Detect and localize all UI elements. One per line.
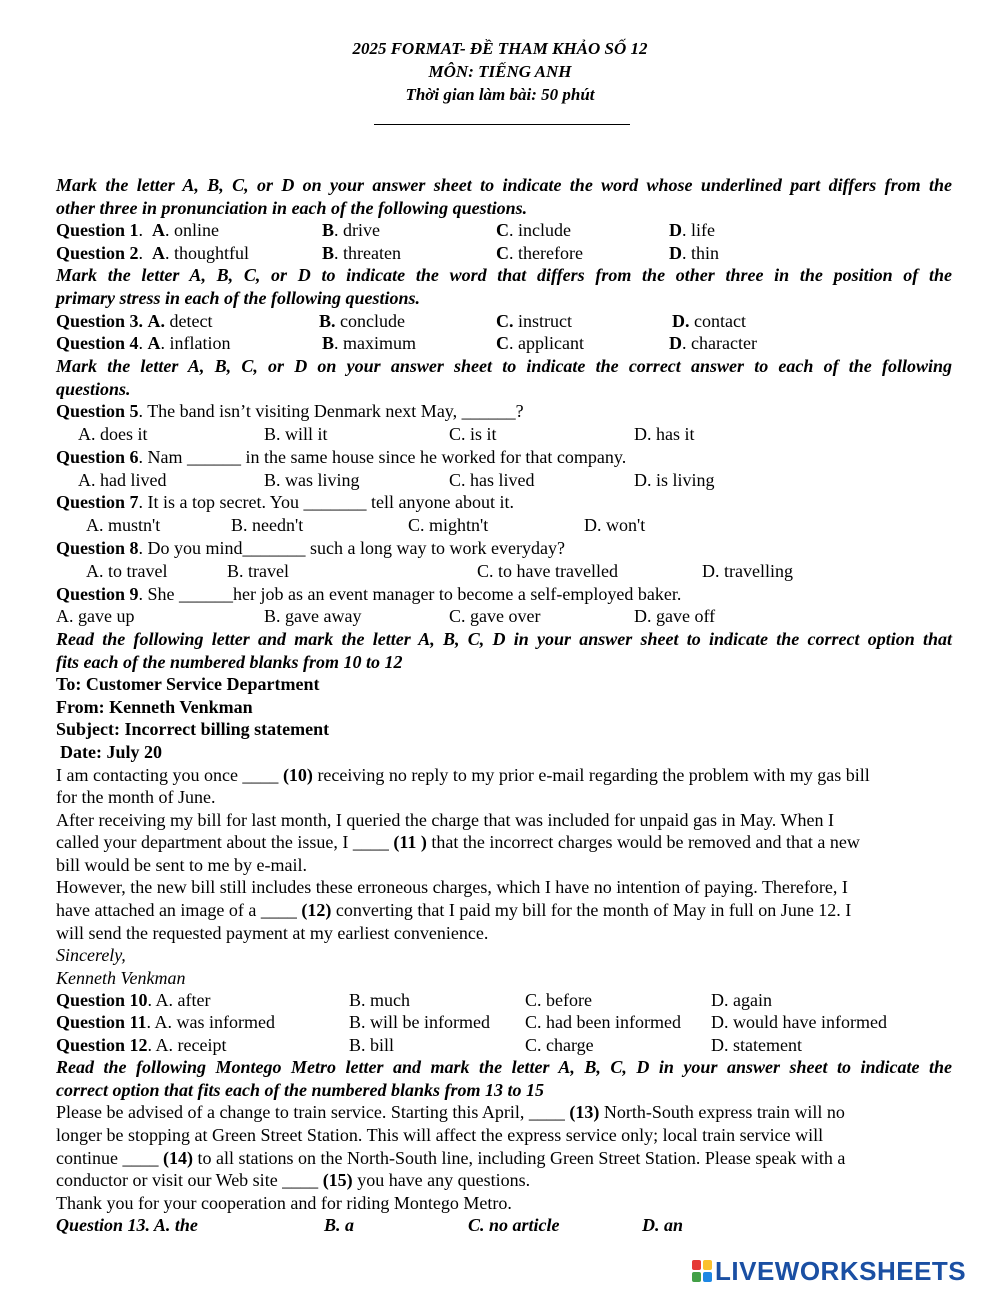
question-6-text: . Nam ______ in the same house since he worked for that company. bbox=[138, 447, 627, 467]
q4-option-b: maximum bbox=[343, 333, 417, 353]
section2-instruction-line2: primary stress in each of the following questions. bbox=[56, 288, 421, 308]
q1-option-c-wrap[interactable]: C. include bbox=[496, 220, 571, 240]
q9-option-d[interactable]: D. gave off bbox=[634, 606, 716, 626]
q5-option-a[interactable]: A. does it bbox=[78, 424, 148, 444]
q2-option-b: threaten bbox=[343, 243, 401, 263]
q2-option-c-wrap[interactable]: C. therefore bbox=[496, 243, 583, 263]
q5-option-d[interactable]: D. has it bbox=[634, 424, 695, 444]
blank-13-marker: (13) bbox=[569, 1102, 600, 1122]
letter-p3-line2: have attached an image of a ____ (12) converting that I paid my bill for the month of May in full on June 12. I bbox=[56, 900, 852, 920]
q9-option-c[interactable]: C. gave over bbox=[449, 606, 541, 626]
question-7-text: . It is a top secret. You _______ tell anyone about it. bbox=[138, 492, 514, 512]
question-10 bbox=[56, 989, 211, 1011]
blank-12-marker: (12) bbox=[301, 900, 332, 920]
q6-option-c[interactable]: C. has lived bbox=[449, 470, 535, 490]
q13-option-b[interactable]: B. a bbox=[324, 1215, 355, 1235]
q12-option-a[interactable]: . A. receipt bbox=[147, 1035, 227, 1055]
q4-option-c-wrap[interactable]: C. applicant bbox=[496, 333, 584, 353]
q3-option-d: contact bbox=[694, 311, 746, 331]
question-2: Question 2. A. thoughtful bbox=[56, 243, 250, 263]
blank-14-marker: (14) bbox=[162, 1148, 193, 1168]
question-6 bbox=[56, 446, 626, 468]
letter-signature: Kenneth Venkman bbox=[56, 968, 186, 988]
q2-option-d-wrap[interactable]: D. thin bbox=[669, 243, 720, 263]
q10-option-d[interactable]: D. again bbox=[711, 990, 772, 1010]
logo-square-blue bbox=[703, 1272, 712, 1282]
question-6-label: Question 6 bbox=[56, 447, 139, 467]
question-9-label: Question 9 bbox=[56, 584, 139, 604]
section2-instruction-line1: Mark the letter A, B, C, or D to indicate the word that differs from the other three in the position of the bbox=[56, 265, 952, 285]
metro-line2: longer be stopping at Green Street Station. This will affect the express service only; local train service will bbox=[56, 1125, 824, 1145]
exam-duration: Thời gian làm bài: 50 phút bbox=[405, 85, 595, 104]
q6-option-a[interactable]: A. had lived bbox=[78, 470, 167, 490]
question-7-label: Question 7 bbox=[56, 492, 139, 512]
question-4-label: Question 4 bbox=[56, 333, 139, 353]
q1-option-b-wrap[interactable]: B. drive bbox=[322, 220, 380, 240]
letter-p3-line3: will send the requested payment at my earliest convenience. bbox=[56, 923, 489, 943]
q4-option-a[interactable]: inflation bbox=[169, 333, 231, 353]
letter-p2-line3: bill would be sent to me by e-mail. bbox=[56, 855, 307, 875]
letter-p1-line1: I am contacting you once ____ (10) receiving no reply to my prior e-mail regarding the problem with my gas bill bbox=[56, 765, 870, 785]
section1-instruction-line1: Mark the letter A, B, C, or D on your answer sheet to indicate the word whose underlined part differs from the bbox=[56, 175, 952, 195]
q11-option-b[interactable]: B. will be informed bbox=[349, 1012, 490, 1032]
question-1: Question 1. A. online bbox=[56, 220, 220, 240]
q6-option-d[interactable]: D. is living bbox=[634, 470, 715, 490]
letter-from: From: Kenneth Venkman bbox=[56, 697, 253, 717]
q3-option-b-wrap[interactable]: B. conclude bbox=[319, 311, 405, 331]
exam-title: 2025 FORMAT- ĐỀ THAM KHẢO SỐ 12 bbox=[352, 39, 648, 58]
q9-option-b[interactable]: B. gave away bbox=[264, 606, 362, 626]
q1-option-d-wrap[interactable]: D. life bbox=[669, 220, 715, 240]
question-8-text: . Do you mind_______ such a long way to work everyday? bbox=[138, 538, 565, 558]
q3-option-b: conclude bbox=[340, 311, 405, 331]
q6-option-b[interactable]: B. was living bbox=[264, 470, 360, 490]
q12-option-d[interactable]: D. statement bbox=[711, 1035, 802, 1055]
q13-option-c[interactable]: C. no article bbox=[468, 1215, 560, 1235]
q8-option-d[interactable]: D. travelling bbox=[702, 561, 793, 581]
section1-instruction-line2: other three in pronunciation in each of the following questions. bbox=[56, 198, 528, 218]
q9-option-a[interactable]: A. gave up bbox=[56, 606, 135, 626]
question-11 bbox=[56, 1011, 275, 1033]
q4-option-d: character bbox=[691, 333, 757, 353]
question-8 bbox=[56, 537, 565, 559]
q11-option-d[interactable]: D. would have informed bbox=[711, 1012, 887, 1032]
question-3: Question 3. A. detect bbox=[56, 311, 213, 331]
q8-option-c[interactable]: C. to have travelled bbox=[477, 561, 618, 581]
q1-option-b: drive bbox=[343, 220, 380, 240]
q13-option-a[interactable]: Question 13. A. the bbox=[56, 1215, 198, 1235]
letter-closing: Sincerely, bbox=[56, 945, 126, 965]
section5-instruction-line2: correct option that fits each of the numbered blanks from 13 to 15 bbox=[56, 1080, 545, 1100]
logo-square-green bbox=[692, 1272, 701, 1282]
q7-option-d[interactable]: D. won't bbox=[584, 515, 646, 535]
question-4: Question 4. A. inflation bbox=[56, 333, 231, 353]
q10-option-c[interactable]: C. before bbox=[525, 990, 592, 1010]
q8-option-a[interactable]: A. to travel bbox=[86, 561, 168, 581]
q5-option-c[interactable]: C. is it bbox=[449, 424, 497, 444]
question-8-label: Question 8 bbox=[56, 538, 139, 558]
q2-option-b-wrap[interactable]: B. threaten bbox=[322, 243, 401, 263]
section5-instruction-line1: Read the following Montego Metro letter and mark the letter A, B, C, D in your answer sheet to indicate the bbox=[56, 1057, 952, 1077]
question-12 bbox=[56, 1034, 227, 1056]
q1-option-a[interactable]: online bbox=[174, 220, 220, 240]
letter-p2-line2: called your department about the issue, I ____ (11 ) that the incorrect charges would be removed and that a new bbox=[56, 832, 860, 852]
question-13 bbox=[56, 1214, 198, 1236]
q12-option-b[interactable]: B. bill bbox=[349, 1035, 395, 1055]
section4-instruction-line1: Read the following letter and mark the letter A, B, C, D in your answer sheet to indicate the correct option that bbox=[56, 629, 952, 649]
question-5-label: Question 5 bbox=[56, 401, 139, 421]
question-12-label: Question 12 bbox=[56, 1035, 148, 1055]
section3-instruction-line1: Mark the letter A, B, C, or D on your answer sheet to indicate the correct answer to each of the following bbox=[56, 356, 952, 376]
liveworksheets-logo-text: LIVEWORKSHEETS bbox=[715, 1255, 967, 1286]
metro-line3: continue ____ (14) to all stations on the North-South line, including Green Street Station. Please speak with a bbox=[56, 1148, 846, 1168]
q7-option-b[interactable]: B. needn't bbox=[231, 515, 304, 535]
q1-option-c: include bbox=[518, 220, 571, 240]
q1-option-d: life bbox=[691, 220, 715, 240]
q2-option-d: thin bbox=[691, 243, 720, 263]
q8-option-b[interactable]: B. travel bbox=[227, 561, 289, 581]
liveworksheets-logo[interactable] bbox=[692, 1256, 966, 1286]
q12-option-c[interactable]: C. charge bbox=[525, 1035, 594, 1055]
header-divider bbox=[374, 124, 630, 125]
letter-p3-line1: However, the new bill still includes these erroneous charges, which I have no intention of paying. Therefore, I bbox=[56, 877, 848, 897]
letter-p1-line2: for the month of June. bbox=[56, 787, 216, 807]
logo-square-yellow bbox=[703, 1260, 712, 1270]
q10-option-b[interactable]: B. much bbox=[349, 990, 410, 1010]
q2-option-a[interactable]: thoughtful bbox=[174, 243, 250, 263]
letter-subject: Subject: Incorrect billing statement bbox=[56, 719, 330, 739]
q3-option-a[interactable]: detect bbox=[169, 311, 213, 331]
exam-subject: MÔN: TIẾNG ANH bbox=[428, 62, 572, 81]
section4-instruction-line2: fits each of the numbered blanks from 10 to 12 bbox=[56, 652, 403, 672]
blank-11-marker: (11 ) bbox=[393, 832, 427, 852]
q4-option-c: applicant bbox=[518, 333, 584, 353]
question-11-label: Question 11 bbox=[56, 1012, 147, 1032]
question-2-label: Question 2 bbox=[56, 243, 139, 263]
question-9 bbox=[56, 583, 681, 605]
metro-line5: Thank you for your cooperation and for riding Montego Metro. bbox=[56, 1193, 512, 1213]
q3-option-d-wrap[interactable]: D. contact bbox=[672, 311, 746, 331]
blank-10-marker: (10) bbox=[282, 765, 313, 785]
letter-date: Date: July 20 bbox=[60, 742, 162, 762]
question-5-text: . The band isn’t visiting Denmark next May, ______? bbox=[138, 401, 524, 421]
q3-option-c: instruct bbox=[518, 311, 572, 331]
letter-p2-line1: After receiving my bill for last month, I queried the charge that was included for unpaid gas in May. When I bbox=[56, 810, 834, 830]
q4-option-b-wrap[interactable]: B. maximum bbox=[322, 333, 417, 353]
logo-square-red bbox=[692, 1260, 701, 1270]
section3-instruction-line2: questions. bbox=[56, 379, 131, 399]
q4-option-d-wrap[interactable]: D. character bbox=[669, 333, 757, 353]
letter-to: To: Customer Service Department bbox=[56, 674, 320, 694]
q13-option-d[interactable]: D. an bbox=[642, 1215, 684, 1235]
question-5 bbox=[56, 400, 524, 422]
q7-option-c[interactable]: C. mightn't bbox=[408, 515, 489, 535]
metro-line1: Please be advised of a change to train service. Starting this April, ____ (13) North-South express train will no bbox=[56, 1102, 845, 1122]
q7-option-a[interactable]: A. mustn't bbox=[86, 515, 161, 535]
metro-line4: conductor or visit our Web site ____ (15) you have any questions. bbox=[56, 1170, 531, 1190]
q2-option-c: therefore bbox=[518, 243, 583, 263]
q11-option-a[interactable]: . A. was informed bbox=[146, 1012, 276, 1032]
question-3-label: Question 3. bbox=[56, 311, 144, 331]
question-7 bbox=[56, 491, 514, 513]
question-10-label: Question 10 bbox=[56, 990, 148, 1010]
q5-option-b[interactable]: B. will it bbox=[264, 424, 328, 444]
q11-option-c[interactable]: C. had been informed bbox=[525, 1012, 681, 1032]
q3-option-c-wrap[interactable]: C. instruct bbox=[496, 311, 572, 331]
liveworksheets-logo-icon bbox=[692, 1260, 712, 1282]
blank-15-marker: (15) bbox=[322, 1170, 353, 1190]
question-1-label: Question 1 bbox=[56, 220, 139, 240]
q10-option-a[interactable]: . A. after bbox=[147, 990, 211, 1010]
question-9-text: . She ______her job as an event manager to become a self-employed baker. bbox=[138, 584, 682, 604]
